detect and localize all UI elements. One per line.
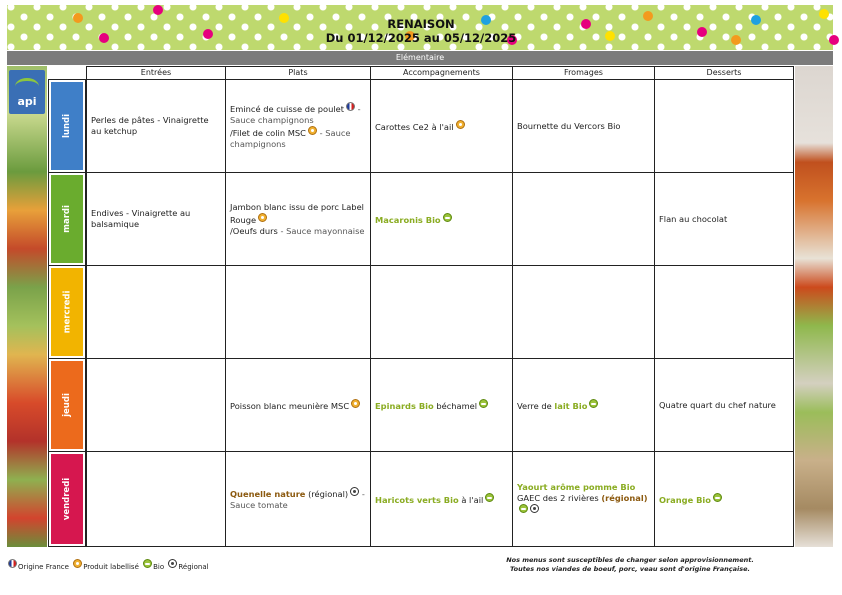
day-row-mercredi (48, 265, 86, 359)
regional-icon (350, 487, 359, 496)
cell-lundi-entree: Perles de pâtes - Vinaigrette au ketchup (86, 79, 226, 173)
section-label: Elémentaire (7, 51, 833, 65)
cell-jeudi-fromage: Verre de lait Bio (512, 358, 655, 452)
cell-mardi-dessert: Flan au chocolat (654, 172, 794, 266)
column-header-fromages: Fromages (512, 66, 655, 79)
footnote-line-2: Toutes nos viandes de boeuf, porc, veau sont d'origine Française. (510, 565, 750, 573)
column-header-entrees: Entrées (86, 66, 226, 79)
cell-lundi-plat: Emincé de cuisse de poulet - Sauce champignons /Filet de colin MSC - Sauce champignons (225, 79, 371, 173)
day-color-bar (51, 361, 83, 449)
bio-icon (519, 504, 528, 513)
cell-jeudi-entree (86, 358, 226, 452)
day-label: mardi (61, 205, 72, 233)
cell-mercredi-accompagnement (370, 265, 513, 359)
vegetables-photo-right (795, 66, 833, 547)
bio-icon (713, 493, 722, 502)
day-label: lundi (61, 113, 72, 139)
cell-lundi-fromage: Bournette du Vercors Bio (512, 79, 655, 173)
bio-icon (485, 493, 494, 502)
cell-jeudi-accompagnement: Epinards Bio béchamel (370, 358, 513, 452)
label-icon (258, 213, 267, 222)
cell-mercredi-plat (225, 265, 371, 359)
cell-vendredi-dessert: Orange Bio (654, 451, 794, 547)
cell-mardi-accompagnement: Macaronis Bio (370, 172, 513, 266)
day-color-bar (51, 268, 83, 356)
cell-mercredi-dessert (654, 265, 794, 359)
regional-icon (530, 504, 539, 513)
day-color-bar (51, 82, 83, 170)
day-label: mercredi (62, 290, 72, 334)
cell-mardi-entree: Endives - Vinaigrette au balsamique (86, 172, 226, 266)
label-icon (351, 399, 360, 408)
cell-mardi-plat: Jambon blanc issu de porc Label Rouge /Oeufs durs - Sauce mayonnaise (225, 172, 371, 266)
cell-mercredi-fromage (512, 265, 655, 359)
day-row-vendredi (48, 451, 86, 547)
bio-icon (589, 399, 598, 408)
day-row-lundi (48, 79, 86, 173)
day-color-bar (51, 175, 83, 263)
date-range: Du 01/12/2025 au 05/12/2025 (325, 31, 517, 45)
cell-lundi-dessert (654, 79, 794, 173)
cell-jeudi-dessert: Quatre quart du chef nature (654, 358, 794, 452)
regional-icon (168, 559, 177, 568)
cell-jeudi-plat: Poisson blanc meunière MSC (225, 358, 371, 452)
label-icon (73, 559, 82, 568)
origine-france-icon (8, 559, 17, 568)
column-header-desserts: Desserts (654, 66, 794, 79)
cell-vendredi-fromage: Yaourt arôme pomme Bio GAEC des 2 rivières (régional) (512, 451, 655, 547)
confetti-dot (153, 5, 163, 15)
day-row-mardi (48, 172, 86, 266)
vegetables-photo-left (7, 66, 47, 547)
page-title: RENAISON (387, 17, 455, 31)
label-icon (308, 126, 317, 135)
icon-legend: Origine France Produit labellisé Bio Régional (8, 559, 211, 571)
cell-lundi-accompagnement: Carottes Ce2 à l'ail (370, 79, 513, 173)
api-logo: api (9, 70, 45, 114)
footnote-line-1: Nos menus sont susceptibles de changer selon approvisionnement. (506, 556, 754, 564)
day-color-bar (51, 454, 83, 544)
bio-icon (443, 213, 452, 222)
cell-mercredi-entree (86, 265, 226, 359)
cell-vendredi-plat: Quenelle nature (régional) - Sauce tomate (225, 451, 371, 547)
day-label: vendredi (62, 477, 72, 521)
day-label: jeudi (61, 393, 72, 417)
column-header-plats: Plats (225, 66, 371, 79)
bio-icon (479, 399, 488, 408)
origine-france-icon (346, 102, 355, 111)
day-row-jeudi (48, 358, 86, 452)
cell-mardi-fromage (512, 172, 655, 266)
cell-vendredi-accompagnement: Haricots verts Bio à l'ail (370, 451, 513, 547)
label-icon (456, 120, 465, 129)
column-header-accompagnements: Accompagnements (370, 66, 513, 79)
bio-icon (143, 559, 152, 568)
cell-vendredi-entree (86, 451, 226, 547)
